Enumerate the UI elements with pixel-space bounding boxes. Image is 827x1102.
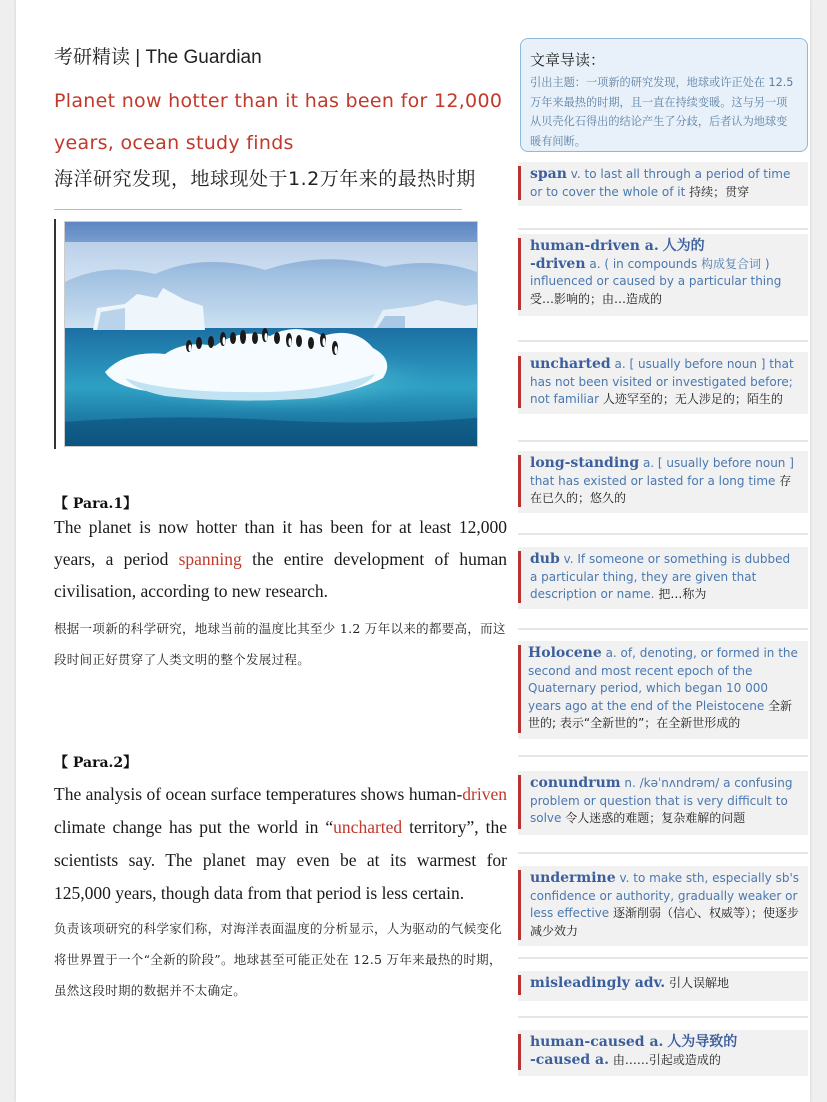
vocab-def: v. to make sth, especially sb's confidence or authority, gradually weaker or less effective — [530, 871, 800, 920]
vocab-cn: 存在已久的；悠久的 — [530, 473, 792, 505]
vocab-word: human-caused a. — [530, 1034, 664, 1050]
entry-divider — [518, 852, 808, 854]
entry-marker — [518, 455, 521, 507]
vocab-cn: 人迹罕至的；无人涉足的；陌生的 — [602, 392, 783, 406]
vocab-word: misleadingly adv. — [530, 975, 666, 991]
entry-marker — [518, 975, 521, 995]
entry-divider — [518, 755, 808, 757]
vocab-word: human-driven a. — [530, 238, 659, 254]
vocab-entry-conundrum — [518, 771, 808, 835]
chinese-title: 海洋研究发现，地球现处于1.2万年来的最热时期 — [54, 168, 476, 190]
para1-text-b: the entire development of human civilisation, according to new research. — [54, 549, 508, 601]
para2-text-a: The analysis of ocean surface temperatures shows human- — [54, 784, 463, 804]
entry-marker — [518, 870, 521, 940]
penguins-on-iceberg-photo — [64, 221, 478, 447]
intro-title: 文章导读： — [530, 51, 606, 69]
para2-label: 【 Para.2】 — [54, 755, 138, 771]
vocab-word: Holocene — [528, 645, 602, 661]
vocab-entry-span — [518, 162, 808, 206]
para2-chinese: 负责该项研究的科学家们称，对海洋表面温度的分析显示，人为驱动的气候变化将世界置于一个“全新的阶段”。地球甚至可能正处在 12.5 万年来最热的时期，虽然这段时期的数据并不太确定。 — [54, 921, 503, 998]
vocab-def: a. [ usually before noun ] that has not been visited or investigated before; not familiar — [530, 357, 794, 406]
source-header: 考研精读 | The Guardian — [54, 47, 262, 68]
vocab-def: a. [ usually before noun ] that has existed or lasted for a long time — [530, 456, 794, 488]
entry-divider — [518, 340, 808, 342]
vocab-def: a. ( in compounds 构成复合词 ) influenced or caused by a particular thing — [530, 256, 782, 288]
vocab-def: v. to last all through a period of time or to cover the whole of it — [530, 167, 791, 199]
title-divider — [54, 209, 462, 210]
para2-keyword-uncharted: uncharted — [333, 817, 403, 837]
intro-box — [520, 38, 808, 152]
vocab-def: n. /kəˈnʌndrəm/ a confusing problem or question that is very difficult to solve — [530, 776, 793, 825]
vocab-cn: 持续；贯穿 — [689, 184, 750, 199]
para1-english — [54, 511, 507, 607]
vocab-word: long-standing — [530, 455, 640, 471]
vocab-word: undermine — [530, 870, 616, 886]
intro-body: 引出主题：一项新的研究发现，地球或许正处在 12.5 万年来最热的时期，且一直在持续变暖。这与另一项从贝壳化石得出的结论产生了分歧，后者认为地球变暖有间断。 — [530, 76, 794, 148]
vocab-word-suffix: -caused a. — [530, 1051, 609, 1068]
vocab-word: span — [530, 166, 567, 182]
entry-marker — [518, 551, 521, 603]
vocab-entry-undermine — [518, 866, 808, 946]
entry-divider — [518, 628, 808, 630]
vocab-cn: 全新世的; 表示“全新世的”；在全新世形成的 — [528, 698, 793, 730]
entry-divider — [518, 533, 808, 535]
para1-text-a: The planet is now hotter than it has been for at least 12,000 years, a period — [54, 517, 507, 569]
vocab-entry-dub — [518, 547, 808, 609]
vocab-def: v. If someone or something is dubbed a particular thing, they are given that description or name. — [530, 552, 791, 601]
vocab-word: uncharted — [530, 356, 611, 372]
entry-divider — [518, 228, 808, 230]
entry-marker — [518, 356, 521, 408]
vocab-word: conundrum — [530, 775, 621, 791]
vocab-entry-holocene — [518, 641, 808, 739]
vocab-cn: 受…影响的；由…造成的 — [530, 291, 663, 306]
para1-label: 【 Para.1】 — [54, 496, 138, 512]
para2-english — [54, 778, 507, 910]
vocab-cn: 引人误解地 — [669, 976, 730, 990]
vocab-entry-long-standing — [518, 451, 808, 513]
para2-text-c: territory”, the scientists say. The planet may even be at its warmest for 125,000 years, though data from that period is less certain. — [54, 817, 507, 903]
vocab-entry-uncharted — [518, 352, 808, 414]
entry-marker — [518, 645, 521, 733]
vocab-cn: 令人迷惑的难题；复杂难解的问题 — [565, 811, 746, 825]
english-title: Planet now hotter than it has been for 12,000 years, ocean study finds — [54, 90, 503, 154]
vocab-cn: 逐渐削弱（信心、权威等）；使逐步减少效力 — [530, 906, 800, 938]
vocab-cn-word: 人为的 — [662, 238, 705, 254]
vocab-cn: 由……引起或造成的 — [612, 1052, 721, 1067]
page — [16, 0, 810, 1102]
para2-keyword-driven: driven — [462, 784, 507, 804]
vocab-entry-misleadingly — [518, 971, 808, 1001]
vocab-cn: 把…称为 — [658, 587, 707, 601]
entry-divider — [518, 1016, 808, 1018]
entry-divider — [518, 440, 808, 442]
vocab-entry-human-driven — [518, 234, 808, 316]
vocab-word: dub — [530, 551, 560, 567]
article-image — [54, 219, 478, 449]
para2-text-b: climate change has put the world in “ — [54, 817, 334, 837]
para1-keyword-spanning: spanning — [178, 549, 242, 569]
entry-divider — [518, 957, 808, 959]
para1-chinese: 根据一项新的科学研究，地球当前的温度比其至少 1.2 万年以来的都要高，而这段时间正好贯穿了人类文明的整个发展过程。 — [54, 621, 506, 667]
image-side-bar — [54, 219, 56, 449]
vocab-word-suffix: -driven — [530, 255, 586, 272]
entry-marker — [518, 1034, 521, 1070]
entry-marker — [518, 238, 521, 310]
vocab-entry-human-caused — [518, 1030, 808, 1076]
vocab-cn-word: 人为导致的 — [667, 1034, 738, 1050]
entry-marker — [518, 775, 521, 829]
vocab-def: a. of, denoting, or formed in the second and most recent epoch of the Quaternary period, which began 10 000 years ago at the end of the Pleistocene — [528, 646, 798, 713]
entry-marker — [518, 166, 521, 200]
